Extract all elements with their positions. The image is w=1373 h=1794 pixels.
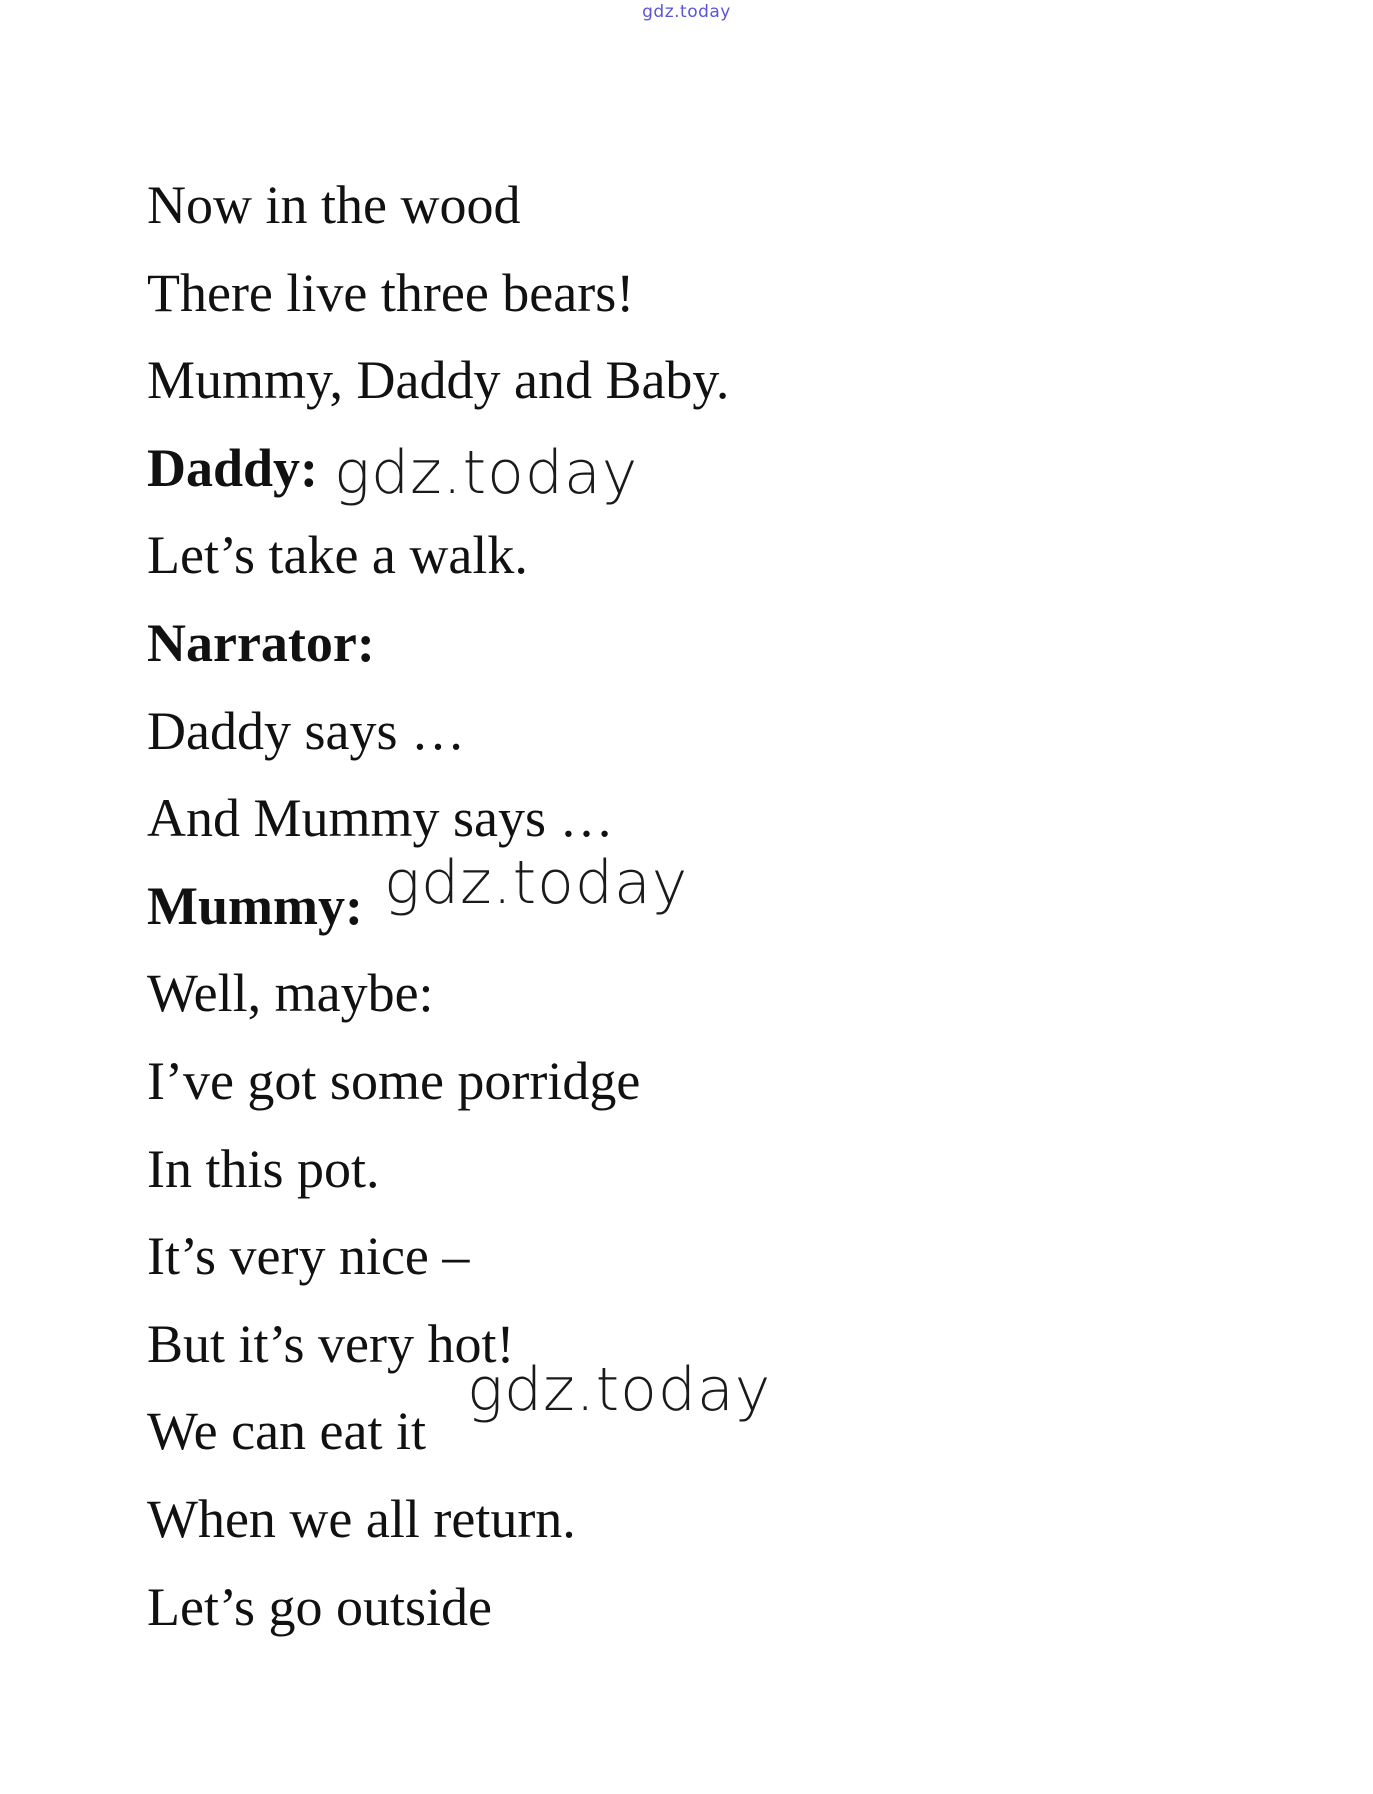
text-line: There live three bears! xyxy=(147,262,635,323)
text-line: But it’s very hot! xyxy=(147,1313,515,1374)
speaker-label-mummy: Mummy: xyxy=(147,875,363,936)
text-line: Let’s take a walk. xyxy=(147,525,528,586)
text-line: Let’s go outside xyxy=(147,1576,492,1637)
watermark: gdz.today xyxy=(334,438,639,508)
text-line: Now in the wood xyxy=(147,175,521,235)
text-line: I’ve got some porridge xyxy=(147,1050,641,1111)
text-line: Mummy, Daddy and Baby. xyxy=(147,350,730,411)
speaker-label-daddy: Daddy: xyxy=(147,437,319,498)
header-watermark: gdz.today xyxy=(642,2,731,22)
text-line: We can eat it xyxy=(147,1401,426,1462)
text-line: Daddy says … xyxy=(147,700,465,761)
watermark: gdz.today xyxy=(384,848,689,918)
text-line: In this pot. xyxy=(147,1138,380,1199)
text-line: Well, maybe: xyxy=(147,963,434,1024)
speaker-label-narrator: Narrator: xyxy=(147,612,375,673)
text-line: And Mummy says … xyxy=(147,788,614,849)
text-line: When we all return. xyxy=(147,1488,576,1549)
watermark: gdz.today xyxy=(467,1355,772,1425)
text-line: It’s very nice – xyxy=(147,1226,470,1287)
